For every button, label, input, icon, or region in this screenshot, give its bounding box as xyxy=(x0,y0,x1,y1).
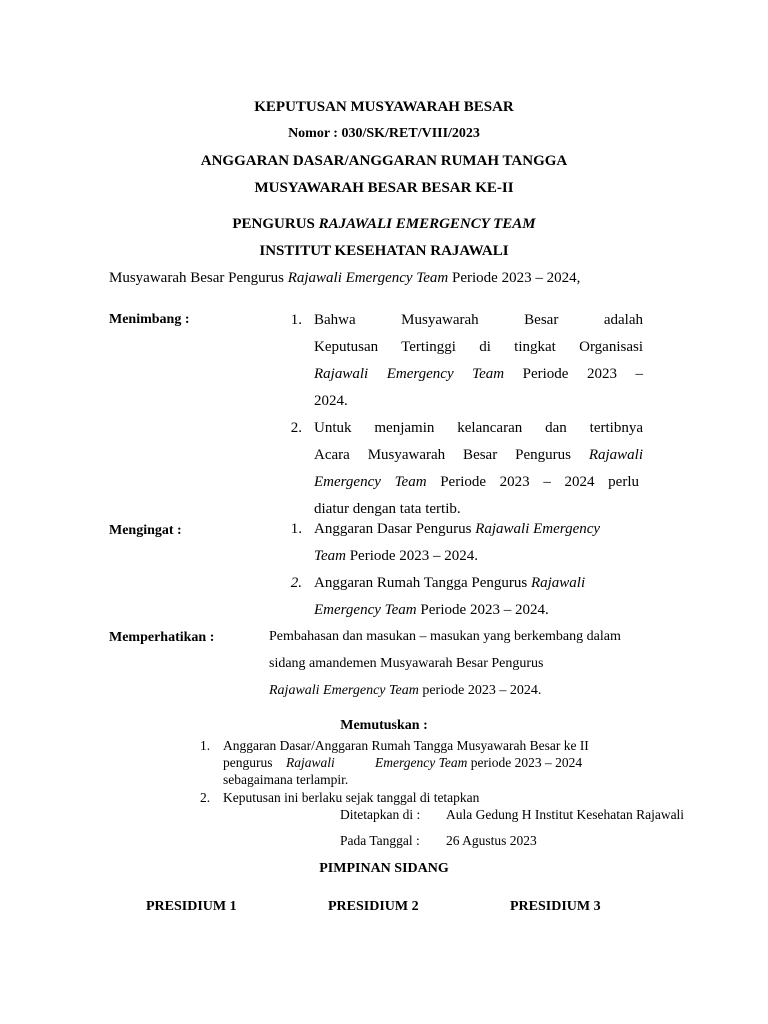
text-line: Rajawali Emergency Team Periode 2023 – xyxy=(314,366,643,382)
memperhatikan-text xyxy=(269,623,621,704)
text-line: Keputusan Tertinggi di tingkat Organisasi xyxy=(314,339,643,355)
text-line: Rajawali Emergency Team periode 2023 – 2024. xyxy=(269,683,542,698)
org-name: RAJAWALI EMERGENCY TEAM xyxy=(318,216,536,232)
text-line: sebagaimana terlampir. xyxy=(223,772,349,787)
text-line: Team Periode 2023 – 2024. xyxy=(314,548,479,564)
decree-subject: ANGGARAN DASAR/ANGGARAN RUMAH TANGGA xyxy=(200,153,568,169)
item-number: 2. xyxy=(290,575,302,591)
text-line: Anggaran Rumah Tangga Pengurus Rajawali xyxy=(314,575,586,591)
text-line: Anggaran Dasar Pengurus Rajawali Emergency xyxy=(314,521,601,537)
decree-title: KEPUTUSAN MUSYAWARAH BESAR xyxy=(254,99,514,115)
decree-number: Nomor : 030/SK/RET/VIII/2023 xyxy=(288,126,480,141)
tanggal-value: 26 Agustus 2023 xyxy=(446,833,537,848)
intro-org: Rajawali Emergency Team xyxy=(287,270,449,286)
decree-event: MUSYAWARAH BESAR BESAR KE-II xyxy=(254,180,514,196)
decree-institution: INSTITUT KESEHATAN RAJAWALI xyxy=(259,243,509,259)
tanggal-label: Pada Tanggal : xyxy=(340,833,420,848)
text-line: Keputusan ini berlaku sejak tanggal di tetapkan xyxy=(223,790,480,805)
memperhatikan-label: Memperhatikan : xyxy=(109,630,215,645)
pimpinan-title: PIMPINAN SIDANG xyxy=(319,861,449,876)
decree-organization xyxy=(0,216,768,233)
presidium-1: PRESIDIUM 1 xyxy=(146,899,237,914)
item-number: 1. xyxy=(200,738,211,753)
text-line: 2024. xyxy=(314,393,348,409)
item-number: 1. xyxy=(290,521,302,537)
text-line: sidang amandemen Musyawarah Besar Pengurus xyxy=(269,656,544,671)
memutuskan-title: Memutuskan : xyxy=(340,718,428,733)
intro-suffix: Periode 2023 – 2024, xyxy=(448,270,581,286)
item-number: 2. xyxy=(290,420,302,436)
presidium-3: PRESIDIUM 3 xyxy=(510,899,601,914)
intro-line xyxy=(109,270,580,287)
intro-prefix: Musyawarah Besar Pengurus xyxy=(109,270,288,286)
text-line: Emergency Team Periode 2023 – 2024. xyxy=(314,602,549,618)
ditetapkan-label: Ditetapkan di : xyxy=(340,807,421,822)
text-line: Emergency Team Periode 2023 – 2024 perlu xyxy=(314,474,639,490)
mengingat-label: Mengingat : xyxy=(109,523,182,538)
presidium-2: PRESIDIUM 2 xyxy=(328,899,419,914)
text-line: Pembahasan dan masukan – masukan yang berkembang dalam xyxy=(269,629,621,644)
menimbang-label: Menimbang : xyxy=(109,312,190,327)
text-line: pengurus Rajawali Emergency Team periode 2023 – 2024 xyxy=(223,755,583,770)
text-line: diatur dengan tata tertib. xyxy=(314,501,461,517)
text-line: Untuk menjamin kelancaran dan tertibnya xyxy=(314,420,643,436)
item-number: 1. xyxy=(290,312,302,328)
text-line: Bahwa Musyawarah Besar adalah xyxy=(314,312,643,328)
text-line: Anggaran Dasar/Anggaran Rumah Tangga Musyawarah Besar ke II xyxy=(223,738,589,753)
org-prefix: PENGURUS xyxy=(232,216,319,232)
text-line: Acara Musyawarah Besar Pengurus Rajawali xyxy=(314,447,643,463)
item-number: 2. xyxy=(200,790,211,805)
ditetapkan-value: Aula Gedung H Institut Kesehatan Rajawali xyxy=(446,807,685,822)
